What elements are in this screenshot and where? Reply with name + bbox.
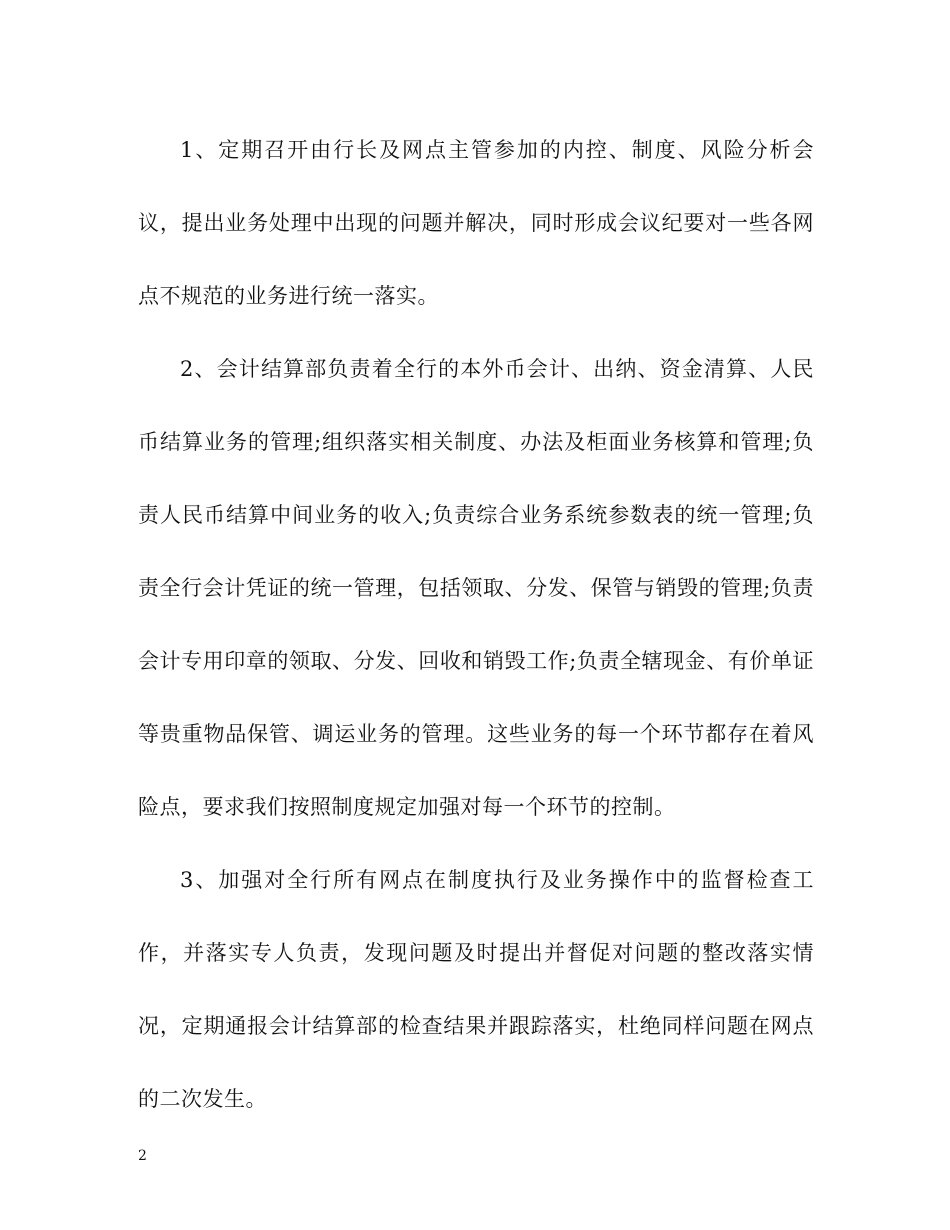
page-number: 2 — [138, 1148, 147, 1164]
paragraph-3: 3、加强对全行所有网点在制度执行及业务操作中的监督检查工作，并落实专人负责，发现问题及时提出并督促对问题的整改落实情况，定期通报会计结算部的检查结果并跟踪落实，杜绝同样问题在网点的二次发生。 — [138, 868, 814, 1111]
document-body — [138, 114, 814, 1136]
paragraph-1: 1、定期召开由行长及网点主管参加的内控、制度、风险分析会议，提出业务处理中出现的问题并解决，同时形成会议纪要对一些各网点不规范的业务进行统一落实。 — [138, 138, 814, 308]
paragraph-2: 2、会计结算部负责着全行的本外币会计、出纳、资金清算、人民币结算业务的管理;组织落实相关制度、办法及柜面业务核算和管理;负责人民币结算中间业务的收入;负责综合业务系统参数表的统一管理;负责全行会计凭证的统一管理，包括领取、分发、保管与销毁的管理;负责会计专用印章的领取、分发、回收和销毁工作;负责全辖现金、有价单证等贵重物品保管、调运业务的管理。这些业务的每一个环节都存在着风险点，要求我们按照制度规定加强对每一个环节的控制。 — [138, 357, 814, 819]
